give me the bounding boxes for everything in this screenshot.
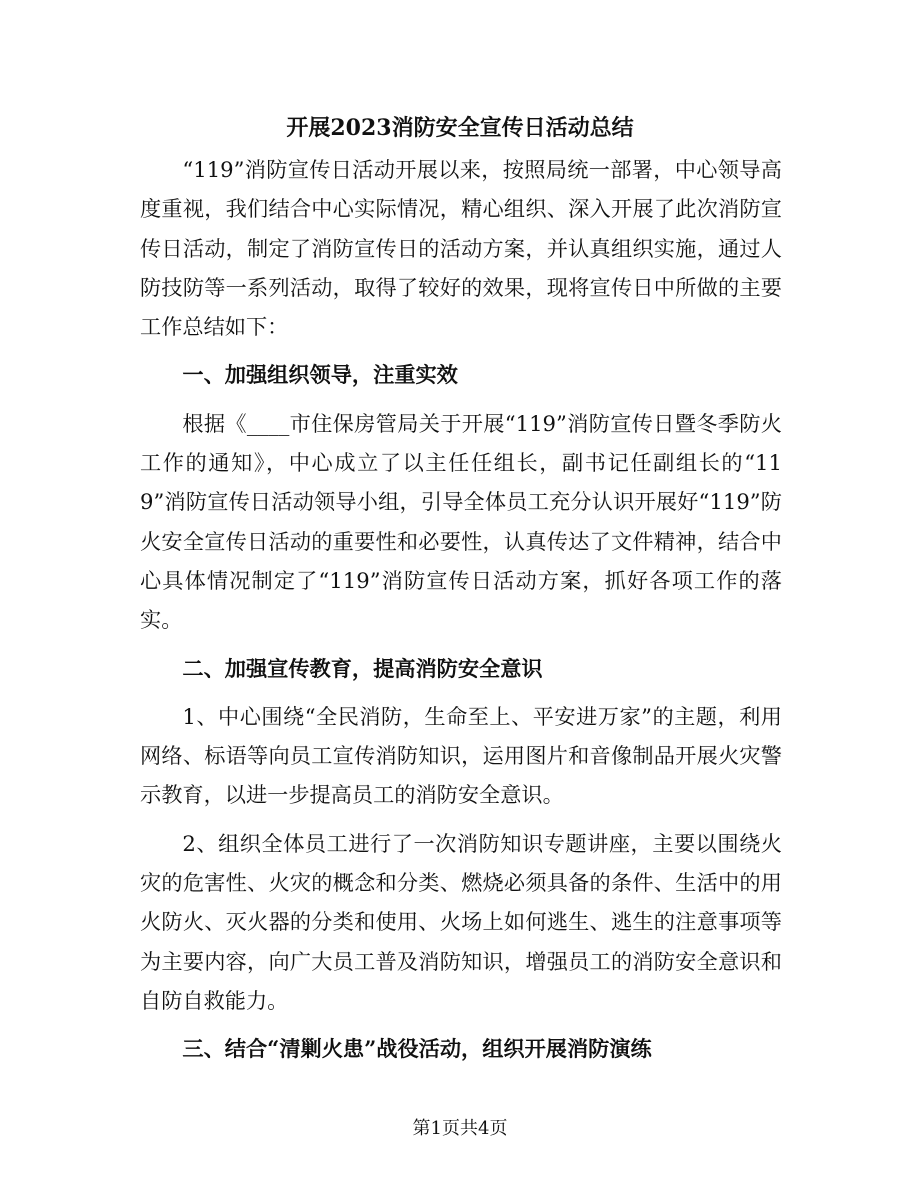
intro-paragraph: “119”消防宣传日活动开展以来，按照局统一部署，中心领导高度重视，我们结合中心实际情况，精心组织、深入开展了此次消防宣传日活动，制定了消防宣传日的活动方案，并认真组织实施，通过人防技防等一系列活动，取得了较好的效果，现将宣传日中所做的主要工作总结如下： bbox=[140, 157, 782, 340]
page-footer: 第1页共4页 bbox=[412, 1118, 508, 1139]
section-heading-3: 三、结合“清剿火患”战役活动，组织开展消防演练 bbox=[182, 1036, 652, 1062]
section-1-paragraph: 根据《____市住保房管局关于开展“119”消防宣传日暨冬季防火工作的通知》，中心成立了以主任任组长，副书记任副组长的“119”消防宣传日活动领导小组，引导全体员工充分认识开展好“119”防火安全宣传日活动的重要性和必要性，认真传达了文件精神，结合中心具体情况制定了“119”消防宣传日活动方案，抓好各项工作的落实。 bbox=[140, 410, 782, 633]
document-body bbox=[140, 150, 782, 1078]
document-title: 开展2023消防安全宣传日活动总结 bbox=[286, 115, 634, 141]
section-2-item-2: 2、组织全体员工进行了一次消防知识专题讲座，主要以围绕火灾的危害性、火灾的概念和分类、燃烧必须具备的条件、生活中的用火防火、灭火器的分类和使用、火场上如何逃生、逃生的注意事项等为主要内容，向广大员工普及消防知识，增强员工的消防安全意识和自防自救能力。 bbox=[140, 830, 782, 1013]
section-2-item-1: 1、中心围绕“全民消防，生命至上、平安进万家”的主题，利用网络、标语等向员工宣传消防知识，运用图片和音像制品开展火灾警示教育，以进一步提高员工的消防安全意识。 bbox=[140, 703, 782, 808]
section-heading-2: 二、加强宣传教育，提高消防安全意识 bbox=[182, 655, 543, 681]
section-heading-1: 一、加强组织领导，注重实效 bbox=[182, 362, 458, 388]
